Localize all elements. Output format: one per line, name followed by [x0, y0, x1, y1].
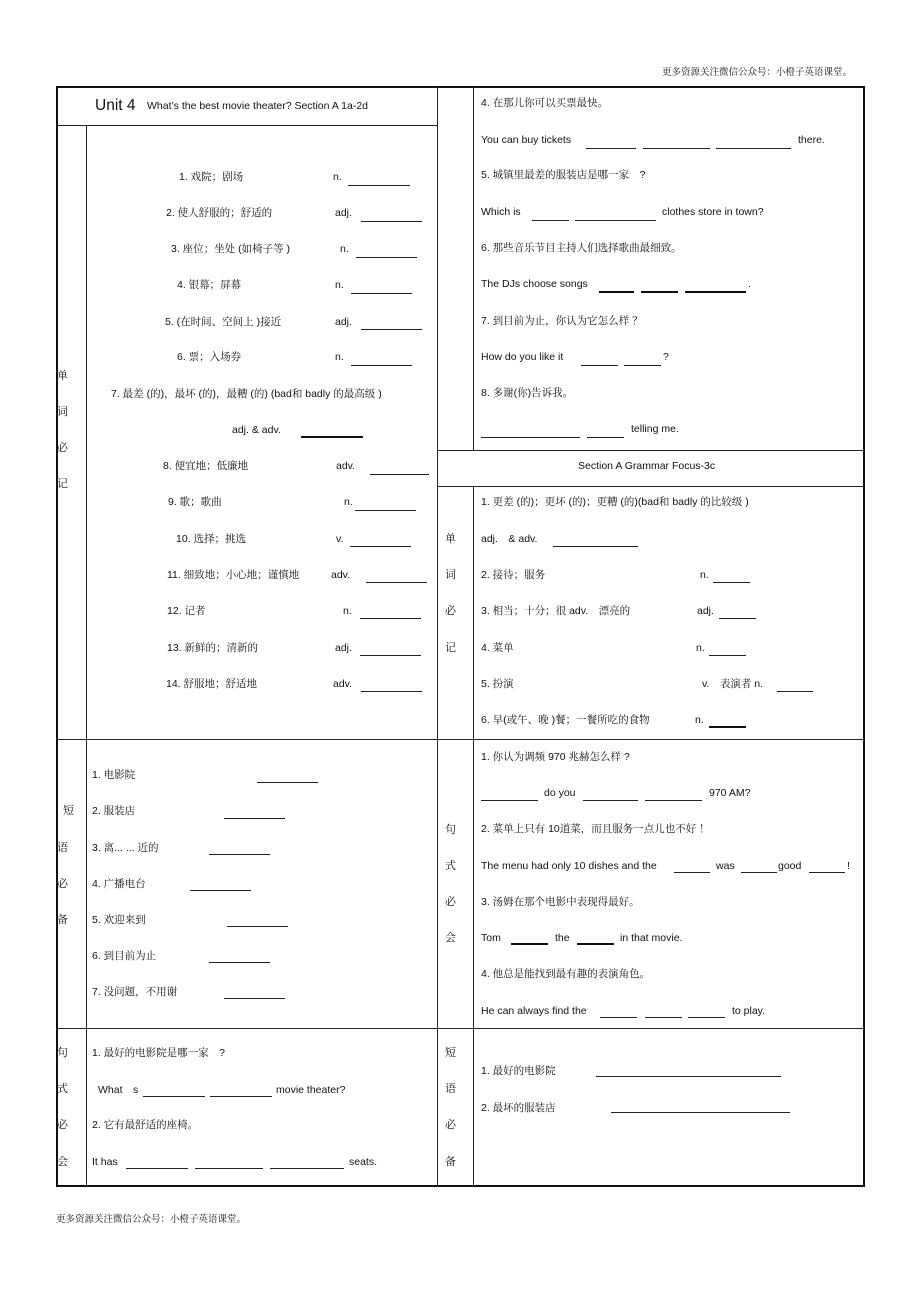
- answer-blank[interactable]: [224, 818, 285, 819]
- sentence-text: ?: [663, 351, 669, 363]
- answer-blank[interactable]: [709, 655, 746, 656]
- sentence-prompt: 7. 到目前为止，你认为它怎么样 ？: [481, 315, 643, 327]
- grammar-focus-title: Section A Grammar Focus-3c: [578, 460, 716, 472]
- vocab-pos: n.: [335, 351, 344, 363]
- vocab-item: 5. (在时间、空间上 )接近: [165, 316, 282, 328]
- phrase-item: 4. 广播电台: [92, 878, 146, 890]
- unit-number: Unit 4: [95, 97, 136, 114]
- sentence-text: to play.: [732, 1005, 766, 1017]
- answer-blank[interactable]: [809, 872, 845, 873]
- answer-blank[interactable]: [355, 510, 416, 511]
- title-row-divider: [56, 125, 437, 126]
- answer-blank[interactable]: [351, 293, 412, 294]
- answer-blank[interactable]: [577, 943, 614, 945]
- answer-blank[interactable]: [532, 220, 569, 221]
- answer-blank[interactable]: [599, 291, 634, 293]
- vocab-pos: adv.: [336, 460, 356, 472]
- sentence-text: He can always find the: [481, 1005, 587, 1017]
- sentence-text: do you: [544, 787, 576, 799]
- sentence-text: It has: [92, 1156, 118, 1168]
- answer-blank[interactable]: [227, 926, 288, 927]
- answer-blank[interactable]: [575, 220, 656, 221]
- sentence-prompt: 4. 在那儿你可以买票最快。: [481, 97, 609, 109]
- answer-blank[interactable]: [257, 782, 318, 783]
- answer-blank[interactable]: [586, 148, 636, 149]
- answer-blank[interactable]: [481, 437, 580, 438]
- sentence-text: .: [748, 278, 751, 290]
- sentence-text: Which is: [481, 206, 521, 218]
- phrase-item: 7. 没问题，不用谢: [92, 986, 178, 998]
- vocab-item: 6. 票；入场券: [177, 351, 242, 363]
- phrase-item: 1. 电影院: [92, 769, 136, 781]
- answer-blank[interactable]: [361, 691, 422, 692]
- answer-blank[interactable]: [583, 800, 638, 801]
- answer-blank[interactable]: [511, 943, 548, 945]
- left-label-divider: [86, 125, 87, 1186]
- phrase-item: 3. 离... ... 近的: [92, 842, 159, 854]
- answer-blank[interactable]: [360, 655, 421, 656]
- phrase-item: 2. 最坏的服装店: [481, 1102, 556, 1114]
- sentence-text: The menu had only 10 dishes and the: [481, 860, 657, 872]
- answer-blank[interactable]: [348, 185, 410, 186]
- answer-blank[interactable]: [611, 1112, 790, 1113]
- sentence-text: clothes store in town?: [662, 206, 764, 218]
- sentence-text: telling me.: [631, 423, 679, 435]
- vocab-item: 10. 选择；挑选: [176, 533, 247, 545]
- sentence-prompt: 2. 它有最舒适的座椅。: [92, 1119, 199, 1131]
- answer-blank[interactable]: [209, 962, 270, 963]
- vocab-pos: n.: [344, 496, 353, 508]
- sentence-text: !: [847, 860, 850, 872]
- answer-blank[interactable]: [351, 365, 412, 366]
- answer-blank[interactable]: [481, 800, 538, 801]
- answer-blank[interactable]: [143, 1096, 205, 1097]
- answer-blank[interactable]: [301, 436, 363, 438]
- vocab-item: 5. 扮演: [481, 678, 514, 690]
- footer-note: 更多资源关注微信公众号：小橙子英语课堂。: [56, 1214, 247, 1225]
- vocab-pos: v.: [336, 533, 344, 545]
- answer-blank[interactable]: [360, 618, 421, 619]
- phrase-item: 1. 最好的电影院: [481, 1065, 556, 1077]
- answer-blank[interactable]: [210, 1096, 272, 1097]
- table-right-border: [863, 86, 865, 1187]
- sentence-text: You can buy tickets: [481, 134, 572, 146]
- sentence-text: The DJs choose songs: [481, 278, 588, 290]
- vocab-item: 4. 菜单: [481, 642, 514, 654]
- answer-blank[interactable]: [600, 1017, 637, 1018]
- answer-blank[interactable]: [741, 872, 777, 873]
- vocab-pos: adj. & adv.: [232, 424, 281, 436]
- answer-blank[interactable]: [126, 1168, 188, 1169]
- vocab-item: 8. 便宜地；低廉地: [163, 460, 249, 472]
- vocab-item: 2. 接待；服务: [481, 569, 546, 581]
- sentence-text: What s: [98, 1084, 139, 1096]
- vocab-pos: n.: [696, 642, 705, 654]
- sentence-text: the: [555, 932, 570, 944]
- vocab-pos: adj.: [335, 207, 352, 219]
- sentence-text: 970 AM?: [709, 787, 751, 799]
- sentence-text: Tom: [481, 932, 501, 944]
- answer-blank[interactable]: [209, 854, 270, 855]
- answer-blank[interactable]: [624, 365, 661, 366]
- answer-blank[interactable]: [688, 1017, 725, 1018]
- vocab-pos: adv.: [331, 569, 351, 581]
- vocab-pos: n.: [695, 714, 704, 726]
- vocab-item: 1. 更差 (的)；更坏 (的)；更糟 (的)(bad和 badly 的比较级 ): [481, 496, 749, 508]
- answer-blank[interactable]: [190, 890, 251, 891]
- phrase-item: 5. 欢迎来到: [92, 914, 146, 926]
- sentence-prompt: 2. 菜单上只有 10道菜，而且服务一点儿也不好 ！: [481, 823, 710, 835]
- vocab-item: 3. 相当；十分；很 adv. 漂亮的: [481, 605, 631, 617]
- answer-blank[interactable]: [709, 726, 746, 728]
- answer-blank[interactable]: [716, 148, 791, 149]
- answer-blank[interactable]: [645, 800, 702, 801]
- phrase-item: 6. 到目前为止: [92, 950, 157, 962]
- vocab-pos: adj. & adv.: [481, 533, 538, 545]
- grammar-title-bottom: [437, 486, 864, 487]
- answer-blank[interactable]: [641, 291, 678, 293]
- answer-blank[interactable]: [645, 1017, 682, 1018]
- vocab-pos: n.: [343, 605, 352, 617]
- vocab-item: 6. 早(或午、晚 )餐；一餐所吃的食物: [481, 714, 650, 726]
- vocab-pos: adj.: [335, 642, 352, 654]
- vocab-pos: adv.: [333, 678, 353, 690]
- answer-blank[interactable]: [713, 582, 750, 583]
- vocab-item: 1. 戏院；剧场: [179, 171, 244, 183]
- answer-blank[interactable]: [643, 148, 710, 149]
- sentence-text: How do you like it: [481, 351, 564, 363]
- answer-blank[interactable]: [674, 872, 710, 873]
- answer-blank[interactable]: [719, 618, 756, 619]
- answer-blank[interactable]: [270, 1168, 344, 1169]
- answer-blank[interactable]: [195, 1168, 263, 1169]
- answer-blank[interactable]: [777, 691, 813, 692]
- column-divider: [437, 86, 438, 1186]
- header-note: 更多资源关注微信公众号：小橙子英语课堂。: [662, 67, 853, 78]
- vocab-pos: adj.: [697, 605, 714, 617]
- sentence-prompt: 1. 你认为调频 970 兆赫怎么样 ?: [481, 751, 630, 763]
- answer-blank[interactable]: [361, 329, 422, 330]
- vocab-pos: n.: [335, 279, 344, 291]
- vocab-item: 3. 座位；坐处 (如椅子等 ): [171, 243, 291, 255]
- table-bottom-border: [56, 1185, 864, 1187]
- row-divider-1: [56, 739, 864, 740]
- sentence-text: movie theater?: [276, 1084, 346, 1096]
- answer-blank[interactable]: [685, 291, 746, 293]
- vocab-pos: n.: [700, 569, 709, 581]
- phrase-item: 2. 服装店: [92, 805, 136, 817]
- sentence-text: was: [716, 860, 735, 872]
- grammar-title-top: [437, 450, 864, 451]
- sentence-prompt: 6. 那些音乐节目主持人们选择歌曲最细致。: [481, 242, 682, 254]
- answer-blank[interactable]: [224, 998, 285, 999]
- lesson-title: What’s the best movie theater? Section A 1a-2d: [147, 100, 369, 112]
- vocab-item: 12. 记者: [167, 605, 206, 617]
- vocab-item: 14. 舒服地；舒适地: [166, 678, 258, 690]
- vocab-item: 9. 歌；歌曲: [168, 496, 222, 508]
- vocab-item: 2. 使人舒服的；舒适的: [166, 207, 273, 219]
- right-inner-divider-bottom: [473, 486, 474, 1186]
- sentence-prompt: 4. 他总是能找到最有趣的表演角色。: [481, 968, 651, 980]
- answer-blank[interactable]: [370, 474, 429, 475]
- answer-blank[interactable]: [361, 221, 422, 222]
- table-top-border: [56, 86, 864, 88]
- answer-blank[interactable]: [350, 546, 411, 547]
- row-divider-2: [56, 1028, 864, 1029]
- sentence-text: seats.: [349, 1156, 378, 1168]
- answer-blank[interactable]: [581, 365, 618, 366]
- sentence-text: good: [778, 860, 802, 872]
- answer-blank[interactable]: [356, 257, 417, 258]
- answer-blank[interactable]: [366, 582, 427, 583]
- sentence-prompt: 5. 城镇里最差的服装店是哪一家 ?: [481, 169, 646, 181]
- sentence-prompt: 3. 汤姆在那个电影中表现得最好。: [481, 896, 640, 908]
- table-left-border: [56, 86, 58, 1187]
- answer-blank[interactable]: [596, 1076, 781, 1077]
- vocab-item: 7. 最差 (的)，最坏 (的)，最糟 (的) (bad和 badly 的最高级 ): [111, 388, 382, 400]
- vocab-item: 11. 细致地；小心地；谨慎地: [167, 569, 300, 581]
- answer-blank[interactable]: [553, 546, 638, 547]
- vocab-pos: n.: [340, 243, 349, 255]
- vocab-pos: n.: [333, 171, 342, 183]
- sentence-text: in that movie.: [620, 932, 683, 944]
- sentence-prompt: 1. 最好的电影院是哪一家 ?: [92, 1047, 226, 1059]
- right-inner-divider-top: [473, 86, 474, 451]
- sentence-text: there.: [798, 134, 825, 146]
- vocab-pos: adj.: [335, 316, 352, 328]
- vocab-item: 4. 银幕；屏幕: [177, 279, 242, 291]
- answer-blank[interactable]: [587, 437, 624, 438]
- vocab-pos: v. 表演者 n.: [702, 678, 764, 690]
- sentence-prompt: 8. 多谢(你)告诉我。: [481, 387, 574, 399]
- vocab-item: 13. 新鲜的；清新的: [167, 642, 259, 654]
